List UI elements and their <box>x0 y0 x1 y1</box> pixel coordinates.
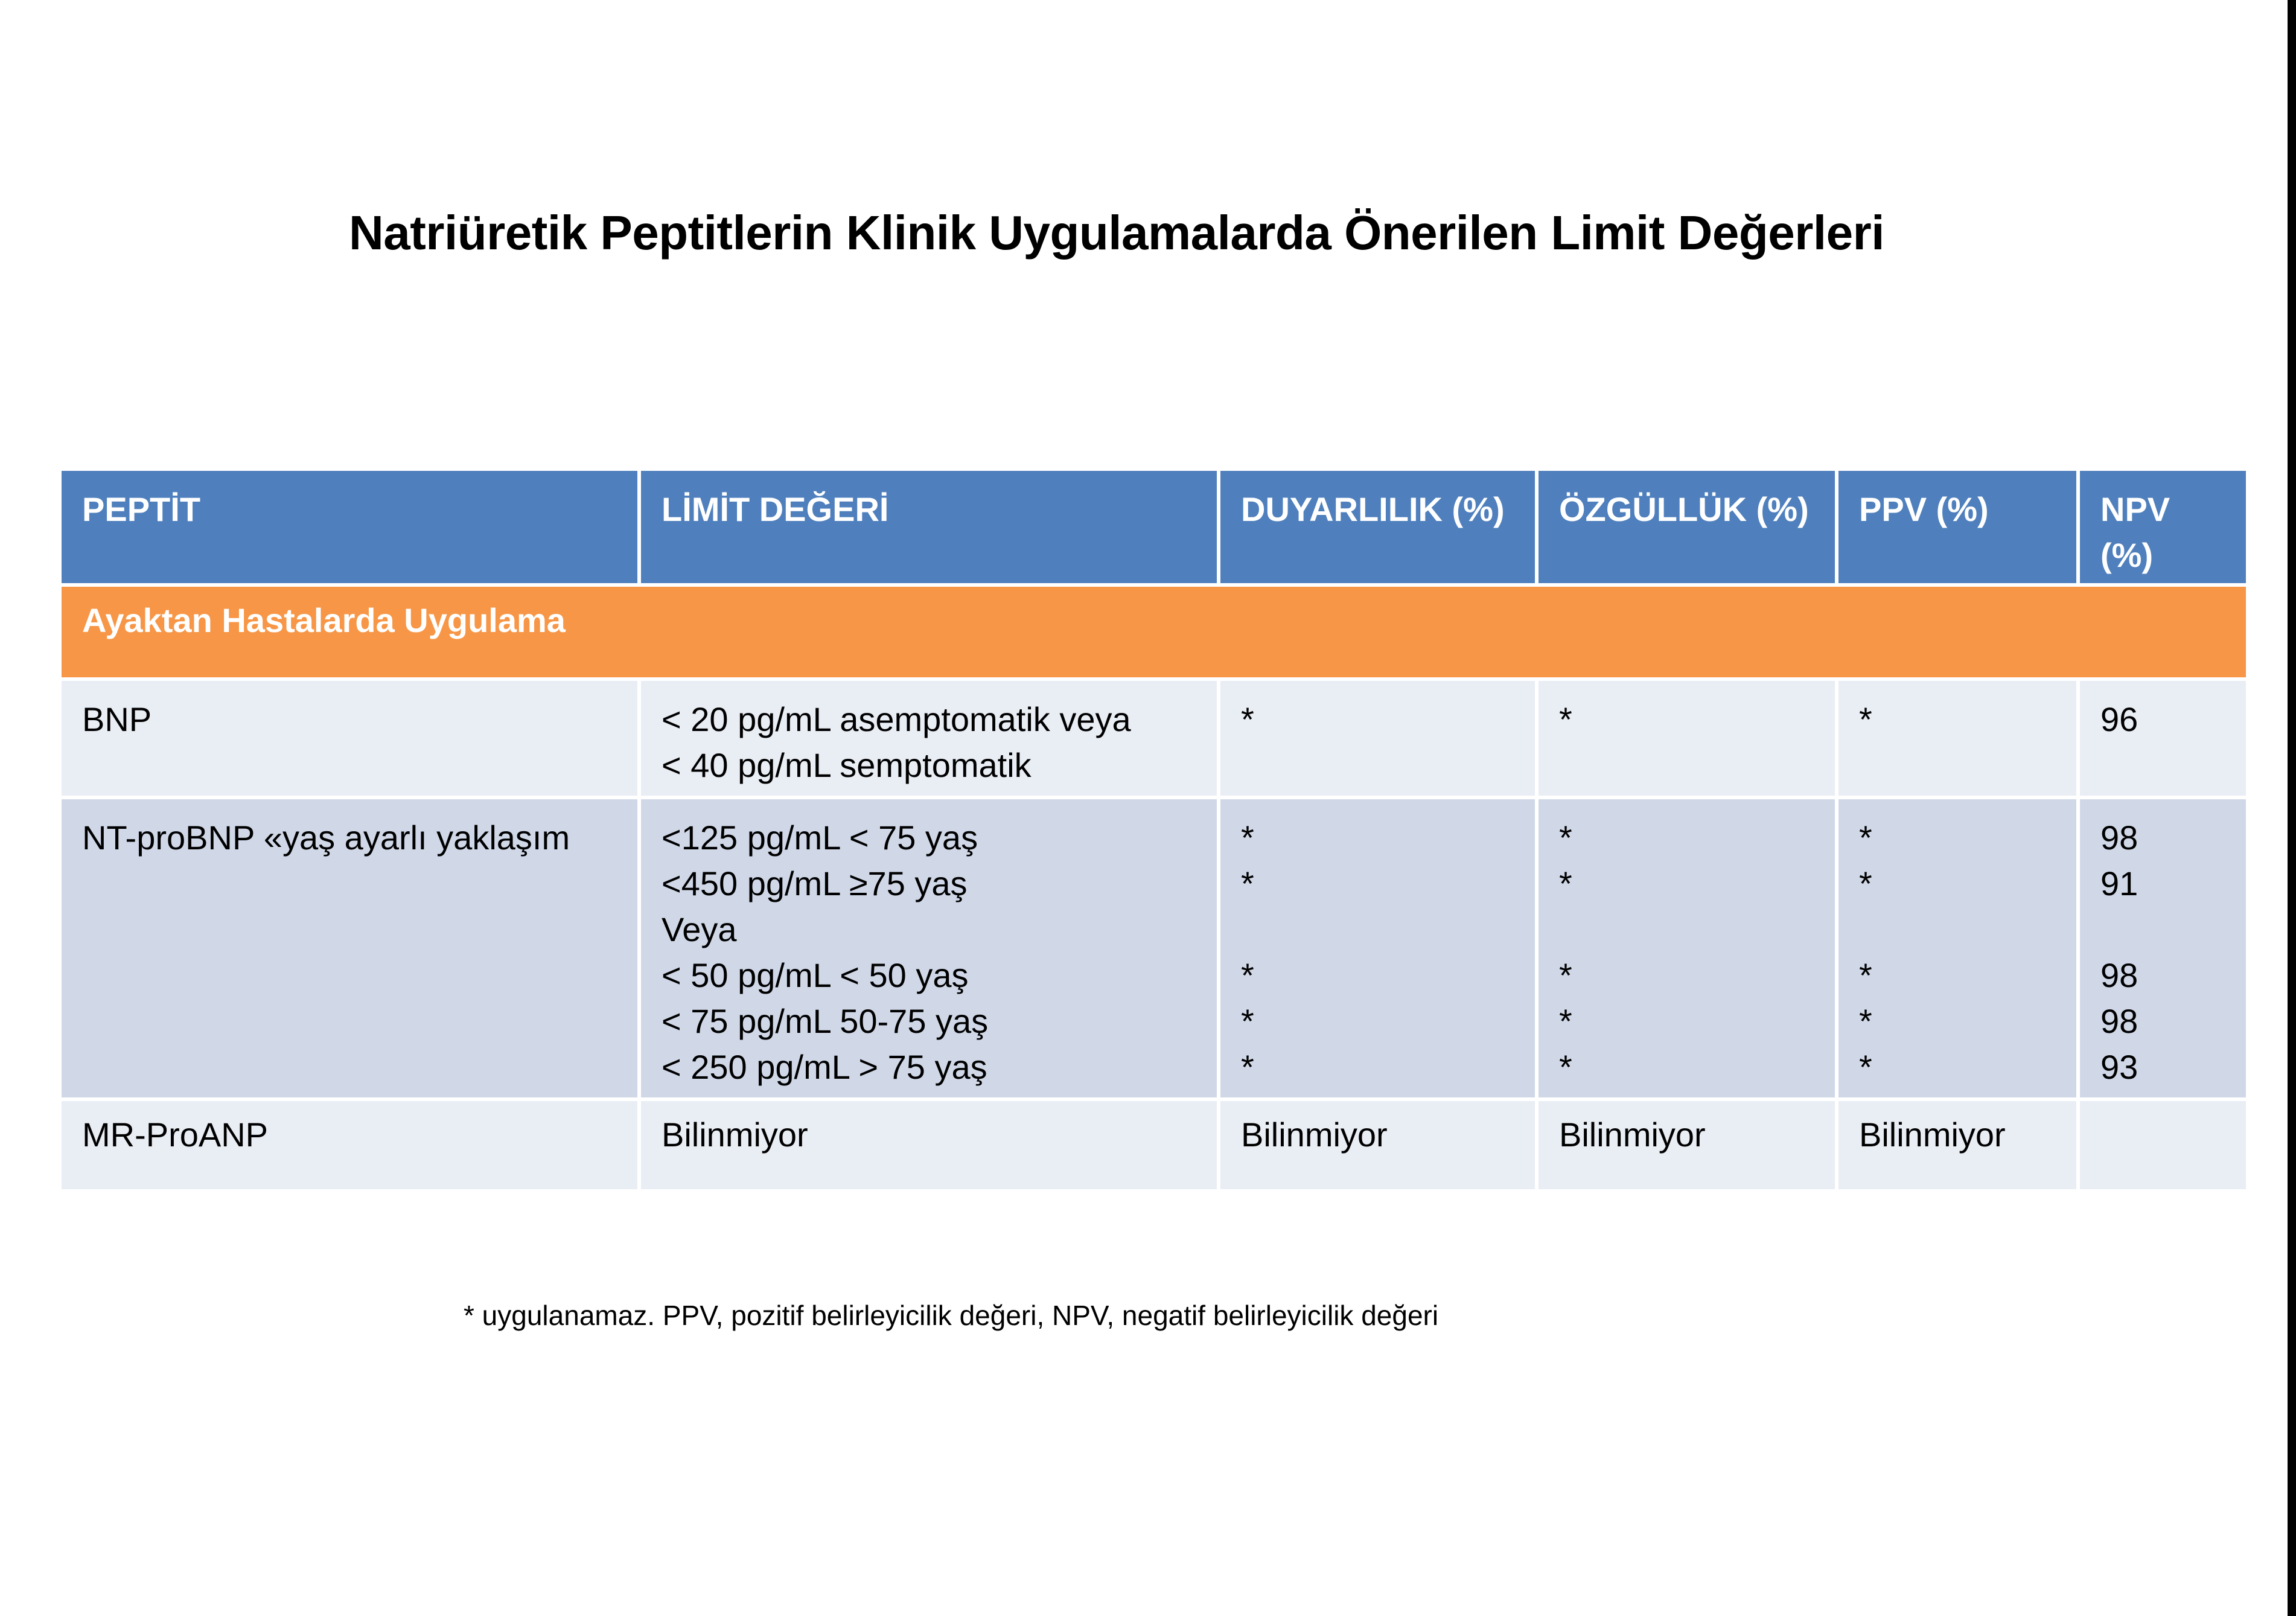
specificity-cell <box>1537 797 1837 1099</box>
limit-line: < 50 pg/mL < 50 yaş <box>662 956 969 994</box>
slide-right-edge <box>2288 0 2296 1616</box>
value-line: * <box>1559 700 1572 738</box>
header-ppv: PPV (%) <box>1837 469 2078 585</box>
table-header-row <box>60 469 2248 585</box>
value-line: * <box>1559 1002 1572 1040</box>
npv-cell <box>2078 679 2248 797</box>
value-line: * <box>1859 1048 1872 1086</box>
limit-cell: Bilinmiyor <box>639 1099 1219 1191</box>
table-row <box>60 679 2248 797</box>
value-line: * <box>1241 819 1254 857</box>
limit-line: < 75 pg/mL 50-75 yaş <box>662 1002 989 1040</box>
header-specificity: ÖZGÜLLÜK (%) <box>1537 469 1837 585</box>
value-line: * <box>1241 864 1254 902</box>
page-title: Natriüretik Peptitlerin Klinik Uygulamalarda Önerilen Limit Değerleri <box>349 206 1884 260</box>
sensitivity-cell: Bilinmiyor <box>1219 1099 1537 1191</box>
section-title: Ayaktan Hastalarda Uygulama <box>60 585 2248 679</box>
value-line: 96 <box>2100 700 2138 738</box>
value-line: 98 <box>2100 1002 2138 1040</box>
peptide-cell: NT-proBNP «yaş ayarlı yaklaşım <box>60 797 639 1099</box>
value-line <box>1859 907 2056 953</box>
value-line <box>1241 907 1514 953</box>
value-line: * <box>1559 819 1572 857</box>
value-line: * <box>1559 864 1572 902</box>
specificity-cell: Bilinmiyor <box>1537 1099 1837 1191</box>
npv-cell <box>2078 797 2248 1099</box>
header-npv: NPV (%) <box>2078 469 2248 585</box>
ppv-cell <box>1837 797 2078 1099</box>
limit-line: <125 pg/mL < 75 yaş <box>662 819 978 857</box>
value-line: 91 <box>2100 864 2138 902</box>
value-line: 93 <box>2100 1048 2138 1086</box>
section-row <box>60 585 2248 679</box>
limit-line: < 40 pg/mL semptomatik <box>662 746 1032 784</box>
limit-line: < 250 pg/mL > 75 yaş <box>662 1048 987 1086</box>
value-line: * <box>1559 1048 1572 1086</box>
specificity-cell <box>1537 679 1837 797</box>
value-line: * <box>1241 1048 1254 1086</box>
value-line: * <box>1859 1002 1872 1040</box>
sensitivity-cell <box>1219 797 1537 1099</box>
value-line: * <box>1241 700 1254 738</box>
header-sensitivity: DUYARLILIK (%) <box>1219 469 1537 585</box>
value-line: * <box>1859 864 1872 902</box>
value-line: * <box>1859 700 1872 738</box>
npv-cell <box>2078 1099 2248 1191</box>
footnote: * uygulanamaz. PPV, pozitif belirleyicilik değeri, NPV, negatif belirleyicilik değeri <box>464 1300 1439 1331</box>
cutoff-table <box>58 467 2250 1193</box>
sensitivity-cell <box>1219 679 1537 797</box>
ppv-cell <box>1837 679 2078 797</box>
value-line <box>1559 907 1814 953</box>
header-limit: LİMİT DEĞERİ <box>639 469 1219 585</box>
value-line <box>2100 907 2225 953</box>
value-line: * <box>1241 1002 1254 1040</box>
limit-line: <450 pg/mL ≥75 yaş <box>662 864 968 902</box>
value-line: * <box>1859 956 1872 994</box>
table-row <box>60 797 2248 1099</box>
ppv-cell: Bilinmiyor <box>1837 1099 2078 1191</box>
value-line: * <box>1559 956 1572 994</box>
value-line: * <box>1859 819 1872 857</box>
peptide-cell: BNP <box>60 679 639 797</box>
header-peptide: PEPTİT <box>60 469 639 585</box>
limit-cell <box>639 797 1219 1099</box>
value-line: 98 <box>2100 819 2138 857</box>
limit-line: Veya <box>662 910 737 948</box>
peptide-cell: MR-ProANP <box>60 1099 639 1191</box>
value-line: * <box>1241 956 1254 994</box>
limit-cell <box>639 679 1219 797</box>
limit-line: < 20 pg/mL asemptomatik veya <box>662 700 1131 738</box>
table-row <box>60 1099 2248 1191</box>
value-line: 98 <box>2100 956 2138 994</box>
